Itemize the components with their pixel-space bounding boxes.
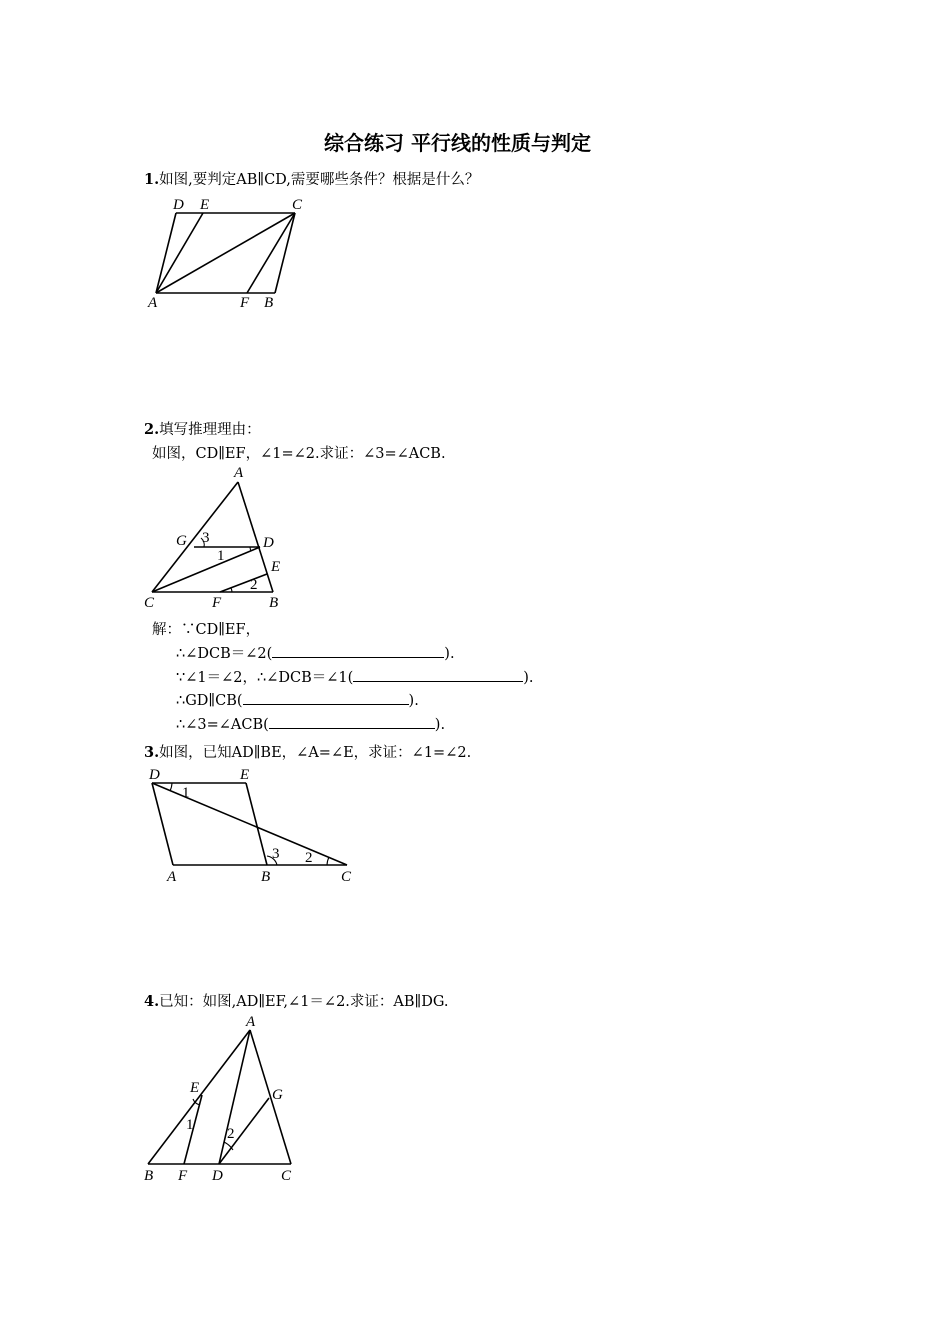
q2-step-1: 解：∵CD∥EF，	[152, 622, 261, 638]
answer-blank-3[interactable]	[243, 690, 409, 705]
fig3-label-b: B	[261, 869, 271, 885]
question-1	[144, 168, 479, 189]
question-1-number: 1.	[144, 171, 160, 188]
fig3-label-angle-2: 2	[305, 850, 313, 866]
fig2-label-f: F	[212, 595, 222, 611]
answer-blank-2[interactable]	[353, 667, 523, 682]
fig4-label-g: G	[272, 1087, 283, 1103]
answer-blank-1[interactable]	[272, 643, 444, 658]
question-4-number: 4.	[144, 993, 160, 1010]
figure-4-triangle	[140, 1012, 310, 1187]
figure-3-quadrilateral	[140, 762, 365, 887]
fig1-label-e: E	[200, 197, 210, 213]
fig4-label-angle-2: 2	[227, 1126, 235, 1142]
question-3-number: 3.	[144, 744, 160, 761]
figure-1-parallelogram	[140, 192, 320, 314]
answer-blank-4[interactable]	[269, 714, 435, 729]
question-2-given: 如图，CD∥EF，∠1=∠2.求证：∠3=∠ACB.	[152, 446, 446, 462]
fig2-label-a: A	[234, 465, 244, 481]
fig1-label-a: A	[148, 295, 158, 311]
fig2-label-angle-1: 1	[217, 548, 225, 564]
fig4-label-c: C	[281, 1168, 292, 1184]
fig2-label-e: E	[271, 559, 281, 575]
fig2-label-angle-2: 2	[250, 577, 258, 593]
fig4-label-f: F	[178, 1168, 188, 1184]
fig4-label-a: A	[246, 1014, 256, 1030]
fig1-label-c: C	[292, 197, 303, 213]
question-3-text: 如图，已知AD∥BE，∠A=∠E，求证：∠1=∠2.	[159, 745, 472, 761]
fig3-label-a: A	[167, 869, 177, 885]
q2-step-3: ∵∠1＝∠2，∴∠DCB＝∠1( ).	[176, 666, 534, 687]
fig4-label-angle-1: 1	[186, 1117, 194, 1133]
fig1-label-f: F	[240, 295, 250, 311]
page-title: 综合练习 平行线的性质与判定	[324, 131, 591, 155]
question-4-text: 已知：如图,AD∥EF,∠1＝∠2.求证：AB∥DG.	[159, 994, 449, 1010]
q2-step-4: ∴GD∥CB( ).	[176, 690, 419, 709]
fig3-label-angle-3: 3	[272, 846, 280, 862]
fig1-label-d: D	[173, 197, 184, 213]
fig4-label-b: B	[144, 1168, 154, 1184]
fig4-label-d: D	[212, 1168, 223, 1184]
fig2-label-g: G	[176, 533, 187, 549]
q2-step-5: ∴∠3=∠ACB( ).	[176, 714, 445, 733]
question-4	[144, 990, 449, 1011]
fig4-label-e: E	[190, 1080, 200, 1096]
fig2-label-angle-3: 3	[202, 530, 210, 546]
fig3-label-angle-1: 1	[182, 785, 190, 801]
fig3-label-e: E	[240, 767, 250, 783]
figure-2-triangle	[140, 462, 300, 612]
fig2-label-d: D	[263, 535, 274, 551]
question-2-number: 2.	[144, 421, 160, 438]
question-2-text: 填写推理理由：	[159, 422, 261, 438]
fig2-label-c: C	[144, 595, 155, 611]
fig1-label-b: B	[264, 295, 274, 311]
q2-step-2: ∴∠DCB＝∠2( ).	[176, 642, 455, 663]
question-3	[144, 741, 471, 762]
fig2-label-b: B	[269, 595, 279, 611]
question-2	[144, 418, 261, 439]
fig3-label-c: C	[341, 869, 352, 885]
question-1-text: 如图,要判定AB∥CD,需要哪些条件？根据是什么？	[159, 172, 480, 188]
fig3-label-d: D	[149, 767, 160, 783]
